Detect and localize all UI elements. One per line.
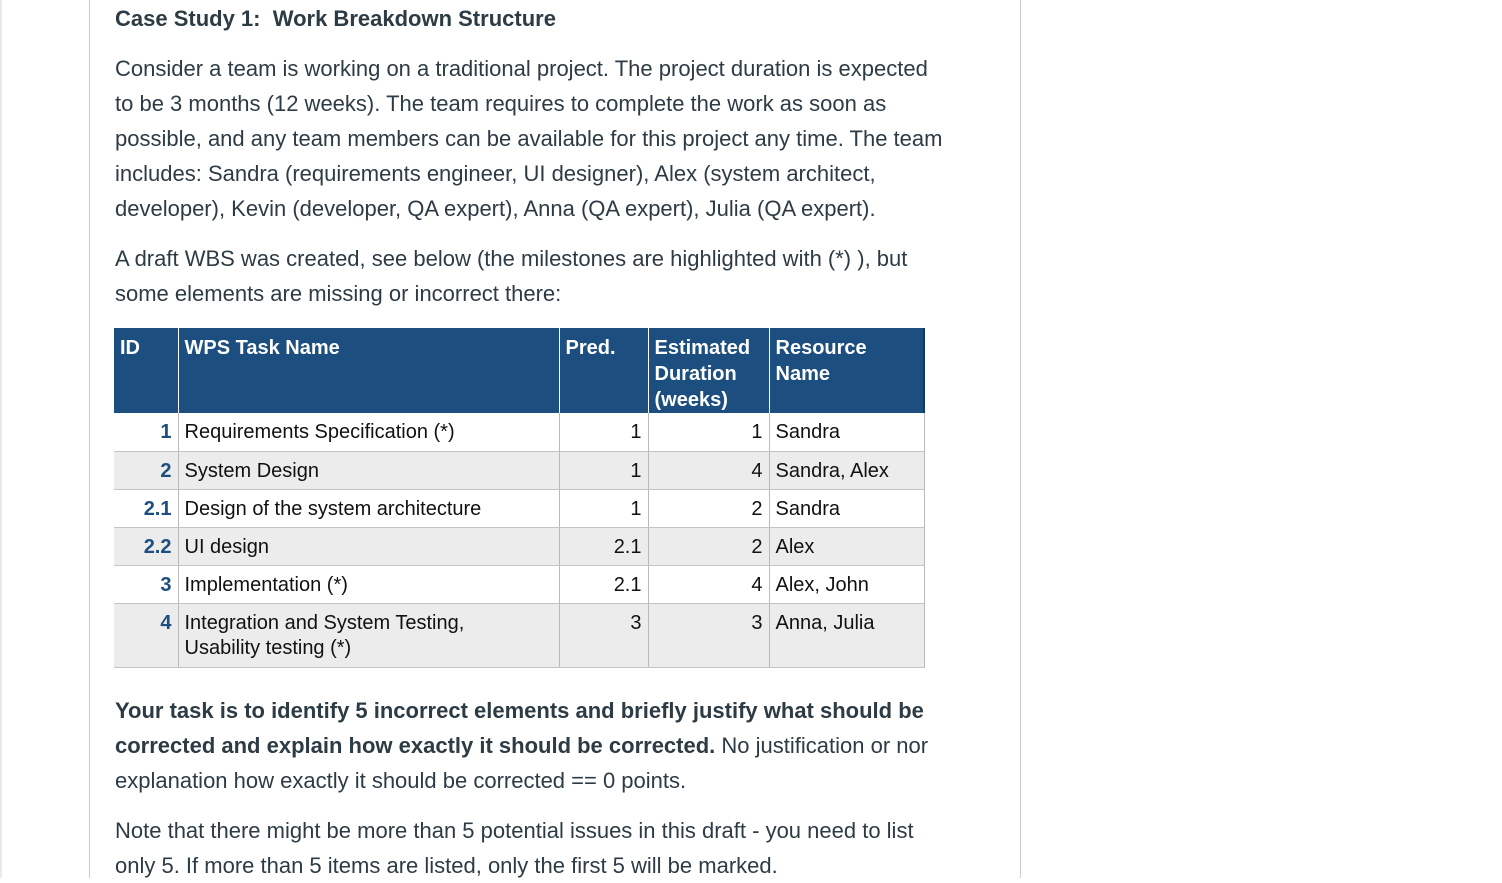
- cell-pred: 2.1: [559, 565, 648, 603]
- cell-pred: 1: [559, 451, 648, 489]
- table-header-row: [114, 328, 924, 413]
- cell-resource: Anna, Julia: [769, 603, 924, 667]
- header-pred: Pred.: [559, 328, 648, 413]
- header-resource-line: Name: [775, 363, 830, 385]
- table-row: [114, 413, 924, 451]
- cell-task-name: Requirements Specification (*): [178, 413, 559, 451]
- header-duration: [648, 328, 769, 413]
- cell-task-name-line: Integration and System Testing,: [184, 611, 465, 634]
- header-duration-line: Estimated: [654, 337, 751, 359]
- task-paragraph: [115, 693, 985, 798]
- table-row: [114, 527, 924, 565]
- cell-resource: Sandra: [769, 489, 924, 527]
- header-duration-line: Duration: [654, 363, 737, 385]
- cell-task-name: System Design: [178, 451, 559, 489]
- draft-line: some elements are missing or incorrect there:: [115, 281, 562, 306]
- table-row: [114, 489, 924, 527]
- task-bold-line: corrected and explain how exactly it should be corrected.: [115, 733, 716, 758]
- cell-id: 2: [114, 451, 178, 489]
- table-row: [114, 565, 924, 603]
- draft-paragraph: [115, 241, 985, 311]
- intro-line: to be 3 months (12 weeks). The team requires to complete the work as soon as: [115, 91, 887, 116]
- intro-line: includes: Sandra (requirements engineer, UI designer), Alex (system architect,: [115, 161, 876, 186]
- table-row: [114, 451, 924, 489]
- cell-resource: Alex: [769, 527, 924, 565]
- note-line: Note that there might be more than 5 potential issues in this draft - you need to list: [115, 818, 914, 843]
- header-resource-line: Resource: [775, 337, 867, 359]
- cell-id: 3: [114, 565, 178, 603]
- cell-task-name: [178, 603, 559, 667]
- cell-id: 1: [114, 413, 178, 451]
- draft-line: A draft WBS was created, see below (the milestones are highlighted with (*) ), but: [115, 246, 908, 271]
- intro-line: possible, and any team members can be available for this project any time. The team: [115, 126, 943, 151]
- cell-duration: 2: [648, 489, 769, 527]
- cell-resource: Sandra, Alex: [769, 451, 924, 489]
- cell-id: 2.2: [114, 527, 178, 565]
- header-resource: [769, 328, 924, 413]
- note-paragraph: [115, 813, 985, 883]
- cell-id: 2.1: [114, 489, 178, 527]
- note-line: only 5. If more than 5 items are listed, only the first 5 will be marked.: [115, 853, 778, 878]
- task-line-rest: No justification or nor: [715, 733, 929, 758]
- intro-paragraph: [115, 51, 985, 226]
- cell-pred: 1: [559, 489, 648, 527]
- header-duration-line: (weeks): [654, 389, 728, 411]
- cell-duration: 4: [648, 451, 769, 489]
- table-row: [114, 603, 924, 667]
- left-rail: [0, 0, 2, 878]
- cell-duration: 4: [648, 565, 769, 603]
- task-bold-line: Your task is to identify 5 incorrect elements and briefly justify what should be: [115, 698, 924, 723]
- cell-pred: 2.1: [559, 527, 648, 565]
- header-task-name: WPS Task Name: [178, 328, 559, 413]
- cell-task-name-line: Usability testing (*): [184, 636, 352, 659]
- cell-duration: 1: [648, 413, 769, 451]
- cell-task-name: UI design: [178, 527, 559, 565]
- cell-id: 4: [114, 603, 178, 667]
- cell-pred: 3: [559, 603, 648, 667]
- cell-duration: 2: [648, 527, 769, 565]
- cell-duration: 3: [648, 603, 769, 667]
- cell-resource: Alex, John: [769, 565, 924, 603]
- cell-task-name: Design of the system architecture: [178, 489, 559, 527]
- task-line: explanation how exactly it should be corrected == 0 points.: [115, 768, 687, 793]
- page-title: Case Study 1: Work Breakdown Structure: [115, 6, 556, 31]
- header-id: ID: [114, 328, 178, 413]
- intro-line: developer), Kevin (developer, QA expert), Anna (QA expert), Julia (QA expert).: [115, 196, 876, 221]
- wbs-table: [114, 328, 925, 668]
- cell-task-name: Implementation (*): [178, 565, 559, 603]
- cell-pred: 1: [559, 413, 648, 451]
- intro-line: Consider a team is working on a traditional project. The project duration is expected: [115, 56, 928, 81]
- cell-resource: Sandra: [769, 413, 924, 451]
